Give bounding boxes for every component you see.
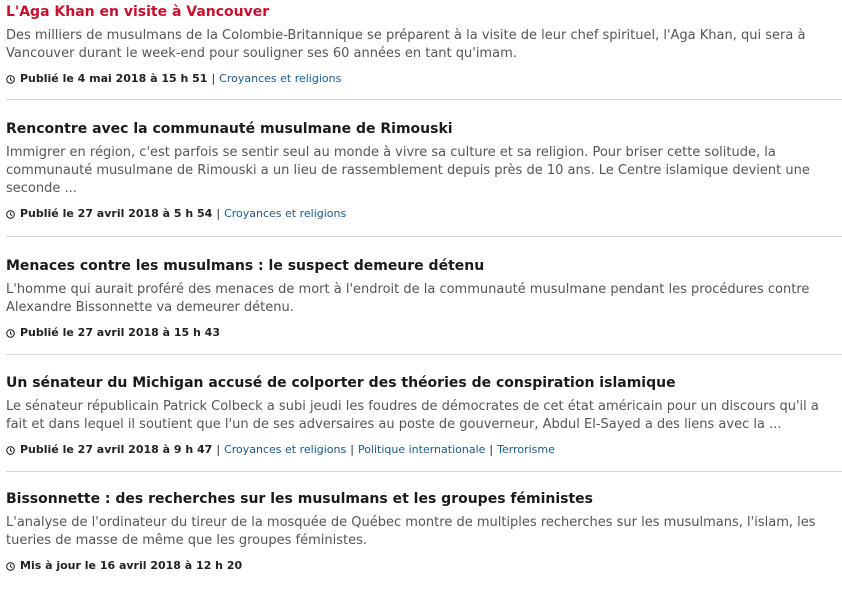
article-date: Publié le 4 mai 2018 à 15 h 51 bbox=[20, 72, 208, 85]
article-summary: Le sénateur républicain Patrick Colbeck a subi jeudi les foudres de démocrates de cet état américain pour un discours qu'il a fait et dans lequel il soutient que l'un de ses adversaires au poste de gouverneur, Abdul El-Sayed a des liens avec la ... bbox=[6, 399, 819, 432]
article-title-link[interactable]: Bissonnette : des recherches sur les musulmans et les groupes féministes bbox=[6, 491, 593, 507]
article-summary: Des milliers de musulmans de la Colombie-Britannique se préparent à la visite de leur chef spirituel, l'Aga Khan, qui sera à Vancouver durant le week-end pour souligner ses 60 années en tant qu'imam. bbox=[6, 28, 806, 61]
article-meta bbox=[6, 207, 842, 221]
article-title-link[interactable]: Rencontre avec la communauté musulmane de Rimouski bbox=[6, 121, 453, 137]
article-item bbox=[6, 237, 842, 355]
category-link[interactable]: Politique internationale bbox=[357, 443, 486, 456]
article-title-link[interactable]: Menaces contre les musulmans : le suspect demeure détenu bbox=[6, 258, 485, 274]
clock-icon bbox=[6, 446, 15, 455]
article-item bbox=[6, 100, 842, 237]
category-link[interactable]: Terrorisme bbox=[497, 443, 555, 456]
article-summary: L'analyse de l'ordinateur du tireur de la mosquée de Québec montre de multiples recherches sur les musulmans, l'islam, les tueries de masse de même que les groupes féministes. bbox=[6, 515, 816, 548]
meta-separator: | bbox=[211, 72, 216, 85]
meta-separator: | bbox=[216, 443, 221, 456]
article-meta bbox=[6, 559, 842, 573]
article-item bbox=[6, 355, 842, 472]
article-meta bbox=[6, 72, 842, 86]
article-summary: Immigrer en région, c'est parfois se sentir seul au monde à vivre sa culture et sa religion. Pour briser cette solitude, la communauté musulmane de Rimouski a un lieu de rassemblement depuis près de 10 ans. Le Centre islamique devient une seconde ... bbox=[6, 145, 810, 196]
clock-icon bbox=[6, 562, 15, 571]
article-item bbox=[6, 0, 842, 100]
article-date: Publié le 27 avril 2018 à 9 h 47 bbox=[20, 443, 213, 456]
article-title-link[interactable]: L'Aga Khan en visite à Vancouver bbox=[6, 4, 270, 20]
clock-icon bbox=[6, 75, 15, 84]
clock-icon bbox=[6, 210, 15, 219]
category-link[interactable]: Croyances et religions bbox=[219, 72, 342, 85]
article-title-link[interactable]: Un sénateur du Michigan accusé de colporter des théories de conspiration islamique bbox=[6, 375, 676, 391]
article-meta bbox=[6, 326, 842, 340]
article-date: Mis à jour le 16 avril 2018 à 12 h 20 bbox=[20, 559, 243, 572]
meta-separator: | bbox=[489, 443, 494, 456]
meta-separator: | bbox=[350, 443, 354, 456]
article-item bbox=[6, 472, 842, 592]
category-link[interactable]: Croyances et religions bbox=[224, 207, 347, 220]
article-date: Publié le 27 avril 2018 à 5 h 54 bbox=[20, 207, 213, 220]
clock-icon bbox=[6, 329, 15, 338]
article-summary: L'homme qui aurait proféré des menaces de mort à l'endroit de la communauté musulmane pendant les procédures contre Alexandre Bissonnette va demeurer détenu. bbox=[6, 282, 810, 315]
article-date: Publié le 27 avril 2018 à 15 h 43 bbox=[20, 326, 220, 339]
category-link[interactable]: Croyances et religions bbox=[224, 443, 347, 456]
meta-separator: | bbox=[216, 207, 221, 220]
article-meta bbox=[6, 443, 842, 457]
